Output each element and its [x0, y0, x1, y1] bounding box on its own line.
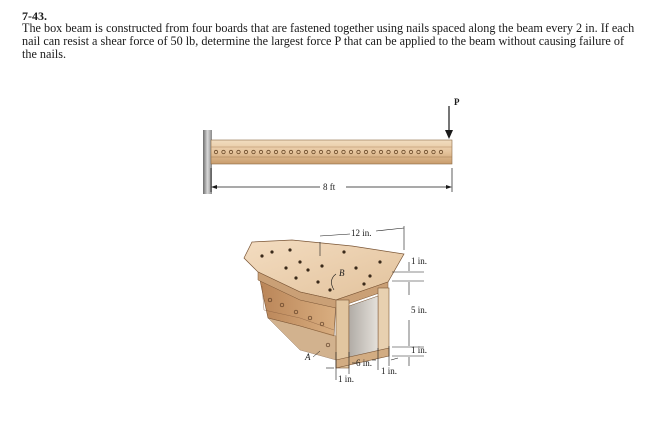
- width-label: 12 in.: [351, 228, 372, 238]
- nail-head: [298, 260, 301, 263]
- load-arrow: [445, 106, 453, 139]
- dim-web-label: 5 in.: [411, 305, 428, 315]
- nail-head: [306, 268, 309, 271]
- nail-head: [294, 276, 297, 279]
- box-beam-cross-section: [244, 226, 427, 384]
- nail-head: [284, 266, 287, 269]
- point-a-label: A: [305, 352, 311, 362]
- dim-inner-label: 6 in.: [356, 358, 373, 368]
- cantilever-beam: [203, 97, 460, 194]
- nail-head: [368, 274, 371, 277]
- nail-head: [354, 266, 357, 269]
- right-web: [378, 288, 389, 356]
- nail-head: [270, 250, 273, 253]
- load-label: P: [454, 97, 460, 107]
- point-b-label: B: [339, 268, 345, 278]
- problem-number: 7-43.: [22, 9, 47, 23]
- beam-body: [211, 140, 452, 164]
- dim-wall-left-label: 1 in.: [338, 374, 355, 384]
- nail-head: [288, 248, 291, 251]
- nail-head: [316, 280, 319, 283]
- dim-wall-right-label: 1 in.: [381, 366, 398, 376]
- nail-head: [342, 250, 345, 253]
- nail-head: [320, 264, 323, 267]
- dim-bottom-label: 1 in.: [411, 345, 428, 355]
- dim-top-label: 1 in.: [411, 256, 428, 266]
- nail-head: [328, 288, 331, 291]
- nail-head: [378, 260, 381, 263]
- span-label: 8 ft: [323, 182, 336, 192]
- problem-statement: The box beam is constructed from four boards that are fastened together using nails spaced along the beam every 2 in. If each nail can resist a shear force of 50 lb, determine the largest force P that can be applied to the beam without causing failure of the nails.: [22, 21, 635, 61]
- nail-head: [362, 282, 365, 285]
- inner-cavity: [349, 296, 378, 360]
- nail-head: [260, 254, 263, 257]
